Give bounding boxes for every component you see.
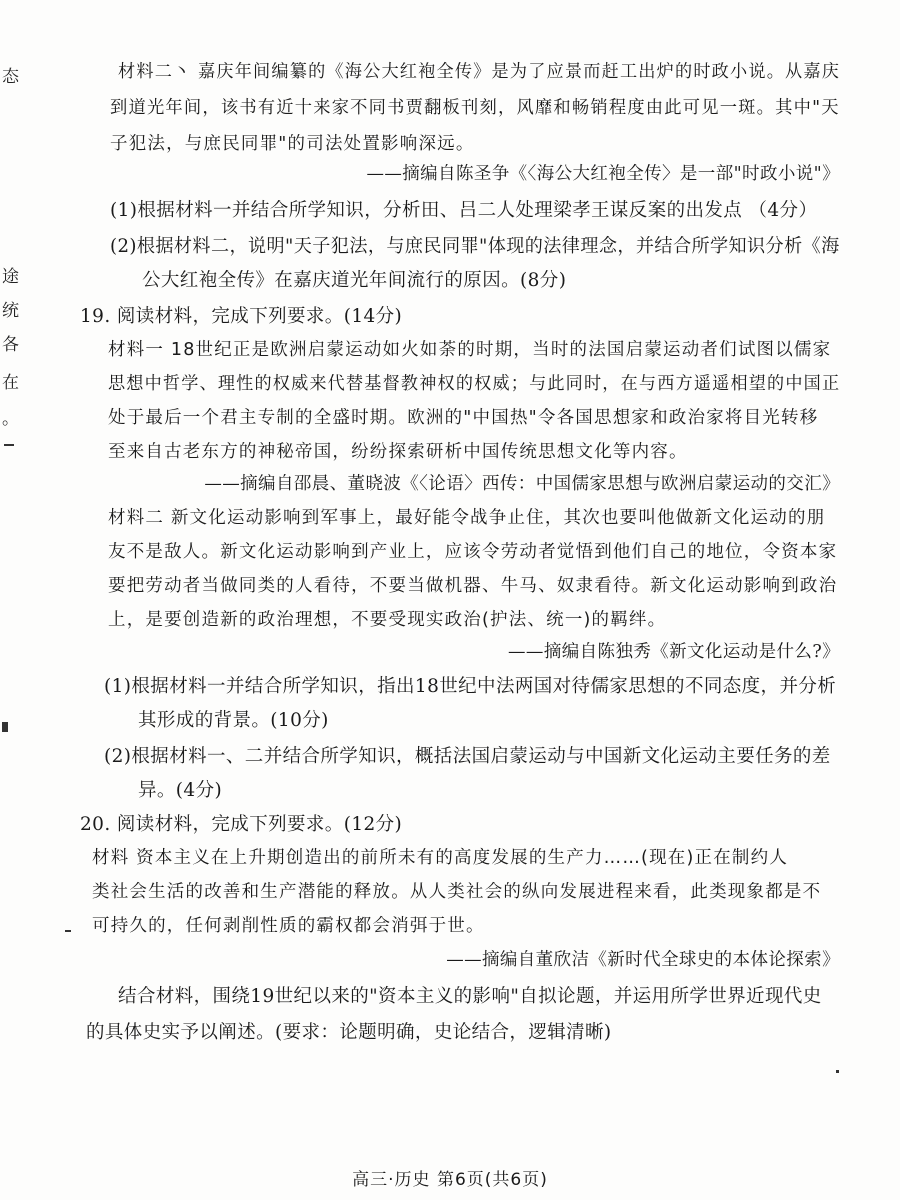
q19-subquestion-2: 异。(4分) xyxy=(138,780,223,801)
q18-subquestion-1: (1)根据材料一并结合所学知识，分析田、吕二人处理梁孝王谋反案的出发点 （4分） xyxy=(110,200,818,221)
margin-fragment: 各 xyxy=(2,335,19,355)
q20-task: 结合材料，围绕19世纪以来的"资本主义的影响"自拟论题，并运用所学世界近现代史 xyxy=(118,986,822,1007)
scan-mark xyxy=(65,930,71,932)
margin-fragment: 。 xyxy=(2,409,19,429)
q20-task: 的具体史实予以阐述。(要求：论题明确，史论结合，逻辑清晰) xyxy=(86,1022,612,1043)
margin-fragment: 态 xyxy=(2,67,19,87)
margin-fragment: 在 xyxy=(2,373,19,393)
q18-subquestion-2: 公大红袍全传》在嘉庆道光年间流行的原因。(8分) xyxy=(142,270,567,291)
q19-material1-line: 至来自古老东方的神秘帝国，纷纷探索研析中国传统思想文化等内容。 xyxy=(108,442,688,462)
q19-material2-line: 要把劳动者当做同类的人看待，不要当做机器、牛马、奴隶看待。新文化运动影响到政治 xyxy=(108,576,838,596)
scan-mark xyxy=(2,722,8,732)
q19-material1-line: 思想中哲学、理性的权威来代替基督教神权的权威；与此同时，在与西方遥遥相望的中国正 xyxy=(108,374,841,394)
q19-subquestion-1: 其形成的背景。(10分) xyxy=(138,710,329,731)
q19-subquestion-1: (1)根据材料一并结合所学知识，指出18世纪中法两国对待儒家思想的不同态度，并分析 xyxy=(104,676,837,697)
scan-mark xyxy=(4,444,14,446)
scan-mark xyxy=(836,1070,839,1073)
q19-material2-line: 材料二 新文化运动影响到军事上，最好能令战争止住，其次也要叫他做新文化运动的朋 xyxy=(108,508,826,528)
q19-material2-source: ——摘编自陈独秀《新文化运动是什么?》 xyxy=(508,642,840,662)
q19-material1-line: 材料一 18世纪正是欧洲启蒙运动如火如荼的时期，当时的法国启蒙运动者们试图以儒家 xyxy=(108,340,832,360)
q20-material-line: 可持久的，任何剥削性质的霸权都会消弭于世。 xyxy=(92,916,485,936)
q20-material-line: 类社会生活的改善和生产潜能的释放。从人类社会的纵向发展进程来看，此类现象都是不 xyxy=(92,882,822,902)
q19-material1-source: ——摘编自邵晨、董晓波《〈论语〉西传：中国儒家思想与欧洲启蒙运动的交汇》 xyxy=(204,474,840,494)
q20-material-source: ——摘编自董欣洁《新时代全球史的本体论探索》 xyxy=(446,950,840,970)
q19-material1-line: 处于最后一个君主专制的全盛时期。欧洲的"中国热"令各国思想家和政治家将目光转移 xyxy=(108,408,819,428)
margin-fragment: 途 xyxy=(2,267,19,287)
q20-heading: 20. 阅读材料，完成下列要求。(12分) xyxy=(80,814,403,835)
q18-material2-line: 材料二丶 嘉庆年间编纂的《海公大红袍全传》是为了应景而赶工出炉的时政小说。从嘉庆 xyxy=(118,62,841,82)
q19-material2-line: 友不是敌人。新文化运动影响到产业上，应该令劳动者觉悟到他们自己的地位，令资本家 xyxy=(108,542,838,562)
q19-heading: 19. 阅读材料，完成下列要求。(14分) xyxy=(80,306,403,327)
page-footer: 高三·历史 第6页(共6页) xyxy=(352,1170,548,1190)
q18-subquestion-2: (2)根据材料二，说明"天子犯法，与庶民同罪"体现的法律理念，并结合所学知识分析《海 xyxy=(110,236,840,257)
q18-material2-line: 子犯法，与庶民同罪"的司法处置影响深远。 xyxy=(110,134,475,154)
q19-material2-line: 上，是要创造新的政治理想，不要受现实政治(护法、统一)的羁绊。 xyxy=(108,610,667,630)
margin-fragment: 统 xyxy=(2,301,19,321)
q19-subquestion-2: (2)根据材料一、二并结合所学知识，概括法国启蒙运动与中国新文化运动主要任务的差 xyxy=(104,746,831,767)
q18-material2-line: 到道光年间，该书有近十来家不同书贾翻板刊刻，风靡和畅销程度由此可见一斑。其中"天 xyxy=(110,98,840,118)
q20-material-line: 材料 资本主义在上升期创造出的前所未有的高度发展的生产力……(现在)正在制约人 xyxy=(92,848,789,868)
q18-material2-source: ——摘编自陈圣争《〈海公大红袍全传〉是一部"时政小说"》 xyxy=(366,164,840,184)
